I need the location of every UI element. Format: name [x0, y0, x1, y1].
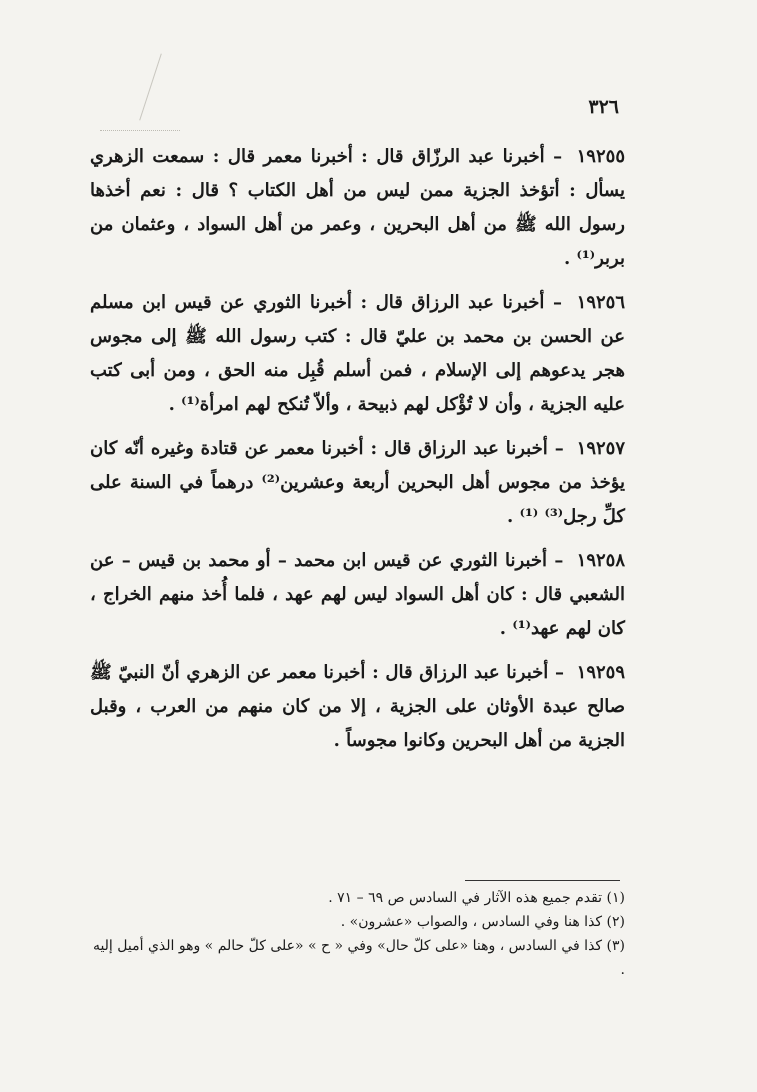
footnote: (٢) كذا هنا وفي السادس ، والصواب «عشرون» . — [340, 914, 625, 930]
hadith-entry — [90, 286, 625, 422]
hadith-text: – أخبرنا عبد الرزاق قال : أخبرنا معمر عن قتادة وغيره أنّه كان يؤخذ من مجوس أهل البحرين أربعة وعشرين⁽²⁾ درهماً في السنة على كلِّ رجل⁽³⁾ ⁽¹⁾ . — [90, 438, 626, 527]
hadith-number: ١٩٢٥٥ — [576, 146, 625, 167]
hadith-entry — [90, 140, 625, 276]
hadith-list — [90, 140, 625, 768]
hadith-number: ١٩٢٥٦ — [576, 292, 625, 313]
footnote-divider — [465, 880, 620, 881]
hadith-number: ١٩٢٥٧ — [576, 438, 625, 459]
hadith-entry — [90, 432, 625, 534]
footnote: (٣) كذا في السادس ، وهنا «على كلّ حال» وفي « ح » «على كلّ حالم » وهو الذي أميل إليه . — [92, 938, 625, 978]
hadith-number: ١٩٢٥٩ — [576, 662, 625, 683]
scan-artifact-dots — [100, 130, 180, 131]
hadith-number: ١٩٢٥٨ — [576, 550, 625, 571]
hadith-text: – أخبرنا عبد الرزاق قال : أخبرنا الثوري عن قيس ابن مسلم عن الحسن بن محمد بن عليّ قال : كتب رسول الله ﷺ إلى مجوس هجر يدعوهم إلى الإسلام ، فمن أسلم قُبِل منه الحق ، ومن أبى كتب عليه الجزية ، وأن لا تُؤْكل لهم ذبيحة ، وألاّ تُنكح لهم امرأة⁽¹⁾ . — [90, 292, 625, 415]
hadith-text: – أخبرنا الثوري عن قيس ابن محمد – أو محمد بن قيس – عن الشعبي قال : كان أهل السواد ليس لهم عهد ، فلما أُخذ منهم الخراج ، كان لهم عهد⁽¹⁾ . — [90, 550, 625, 639]
footnote: (١) تقدم جميع هذه الآثار في السادس ص ٦٩ – ٧١ . — [328, 890, 625, 906]
hadith-text: – أخبرنا عبد الرزّاق قال : أخبرنا معمر قال : سمعت الزهري يسأل : أتؤخذ الجزية ممن ليس من أهل الكتاب ؟ قال : نعم أخذها رسول الله ﷺ من أهل البحرين ، وعمر من أهل السواد ، وعثمان من بربر⁽¹⁾ . — [90, 146, 625, 269]
page-number: ٣٢٦ — [588, 96, 619, 118]
footnotes — [85, 886, 625, 982]
hadith-text: – أخبرنا عبد الرزاق قال : أخبرنا معمر عن الزهري أنّ النبيّ ﷺ صالح عبدة الأوثان على الجزية ، إلا من كان منهم من العرب ، وقبل الجزية من أهل البحرين وكانوا مجوساً . — [90, 662, 625, 751]
hadith-entry — [90, 544, 625, 646]
scan-artifact — [139, 54, 162, 121]
hadith-entry — [90, 656, 625, 758]
